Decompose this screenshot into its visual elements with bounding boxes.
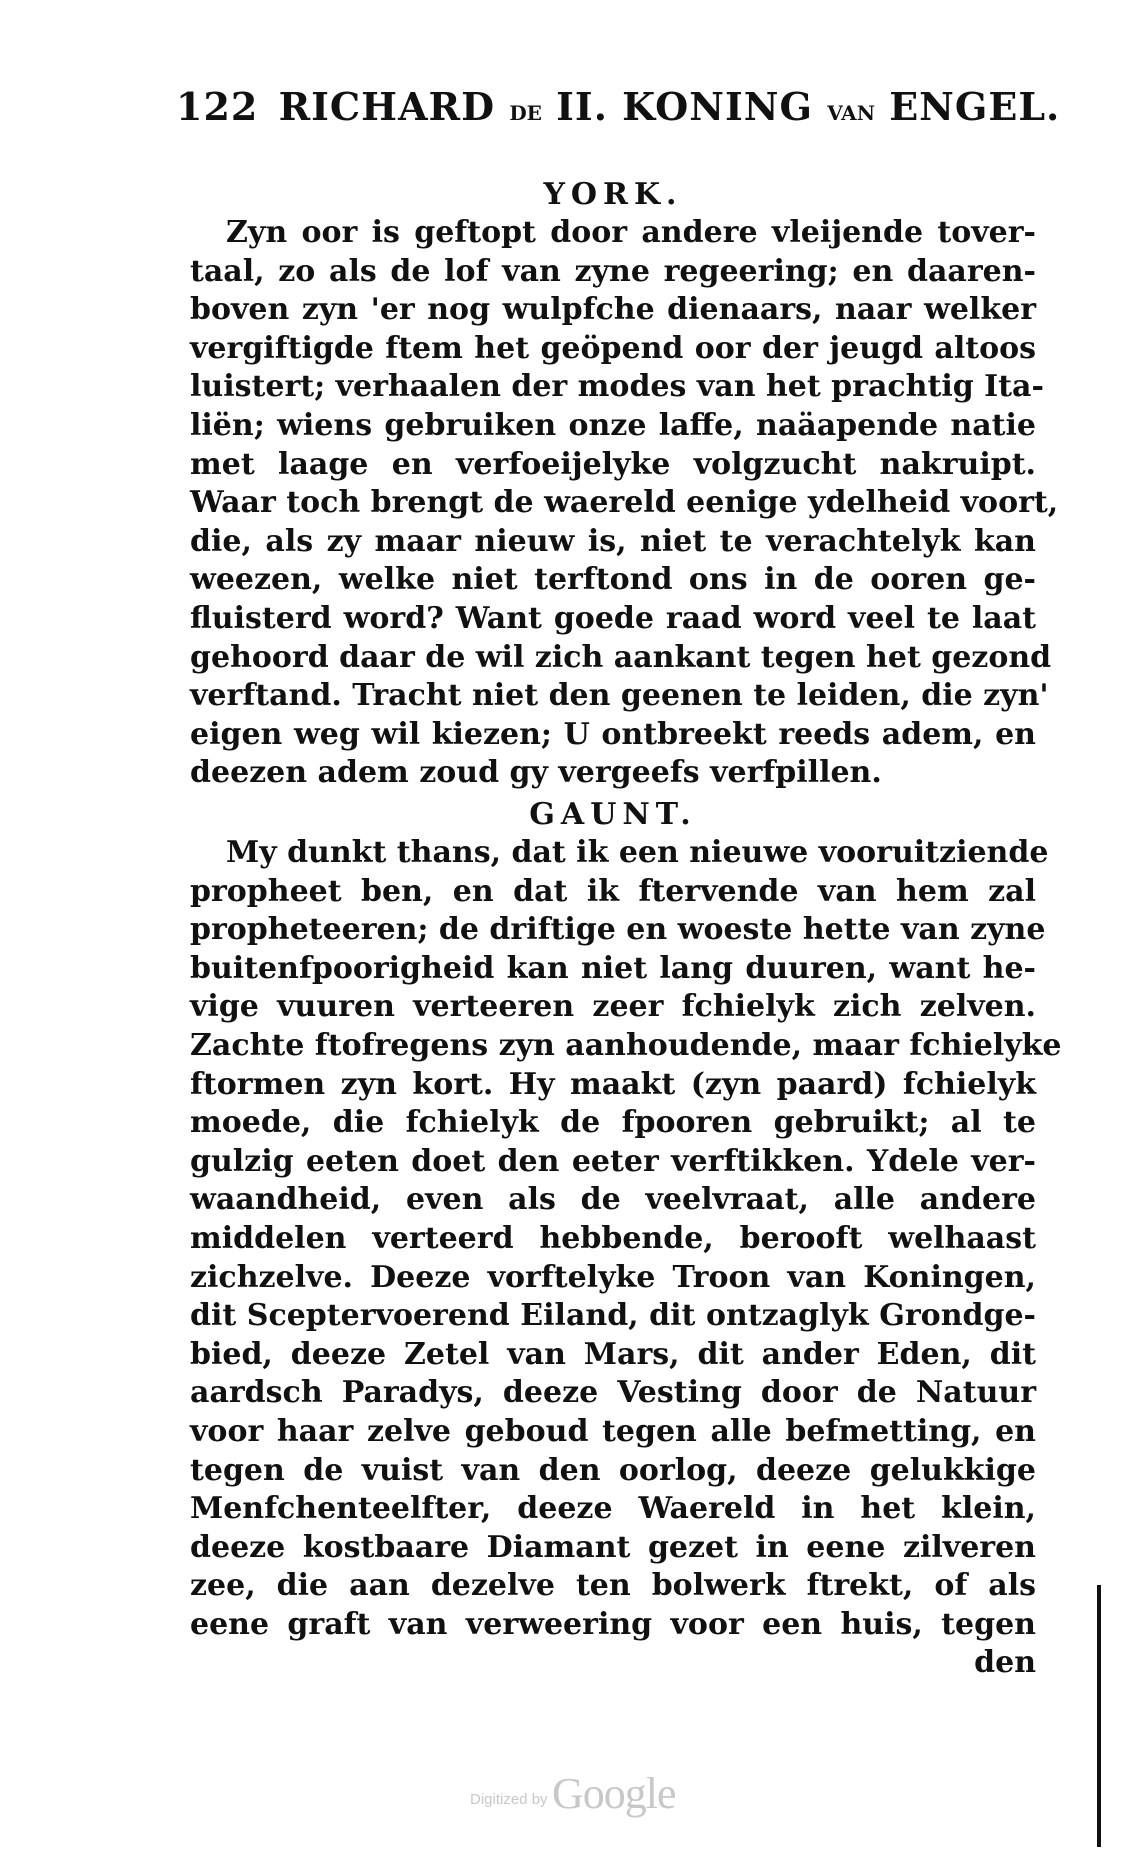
text-line: Zyn oor is geftopt door andere vleijende tover- (226, 215, 1036, 250)
digitized-watermark (470, 1768, 676, 1819)
text-line: gehoord daar de wil zich aankant tegen het gezond (190, 639, 1052, 675)
text-line: eigen weg wil kiezen; U ontbreekt reeds adem, en (190, 716, 1036, 752)
text-line: vergiftigde ftem het geöpend oor der jeugd altoos (190, 330, 1036, 366)
text-line: moede, die fchielyk de fpooren gebruikt; al te (190, 1105, 1036, 1141)
page-edge-rule (1097, 1585, 1101, 1847)
running-title-part: II. KONING (556, 84, 813, 129)
text-line: propheteeren; de driftige en woeste hette van zyne (190, 912, 1046, 948)
text-line: weezen, welke niet terftond ons in de ooren ge- (190, 562, 1036, 598)
text-line: voor haar zelve geboud tegen alle befmetting, en (190, 1413, 1036, 1449)
running-title-small: DE (509, 101, 542, 125)
text-line: vige vuuren verteeren zeer fchielyk zich zelven. (190, 989, 1036, 1025)
text-line: die, als zy maar nieuw is, niet te verachtelyk kan (190, 523, 1036, 559)
running-title-part: RICHARD (278, 84, 496, 129)
text-line: met laage en verfoeijelyke volgzucht nakruipt. (190, 446, 1036, 482)
catchword: den (974, 1645, 1036, 1681)
text-line: Zachte ftofregens zyn aanhoudende, maar fchielyke (190, 1027, 1062, 1063)
text-line: middelen verteerd hebbende, berooft welhaast (190, 1220, 1036, 1256)
watermark-logo: Google (552, 1769, 676, 1818)
text-line: zee, die aan dezelve ten bolwerk ftrekt, of als (190, 1568, 1036, 1604)
text-line: My dunkt thans, dat ik een nieuwe vooruitziende (226, 835, 1049, 870)
running-head (176, 84, 1061, 129)
text-line: Menfchenteelfter, deeze Waereld in het klein, (190, 1491, 1036, 1527)
text-line: buitenfpoorigheid kan niet lang duuren, want he- (190, 950, 1036, 986)
text-line: propheet ben, en dat ik ftervende van hem zal (190, 873, 1036, 909)
text-line: verftand. Tracht niet den geenen te leiden, die zyn' (190, 678, 1049, 714)
text-line: dit Sceptervoerend Eiland, dit ontzaglyk Grondge- (190, 1298, 1036, 1334)
speaker-name: GAUNT. (529, 797, 697, 832)
text-line: deezen adem zoud gy vergeefs verfpillen. (190, 755, 882, 791)
text-line: Waar toch brengt de waereld eenige ydelheid voort, (190, 485, 1059, 521)
speech-gaunt (190, 796, 1062, 1683)
text-line: gulzig eeten doet den eeter verftikken. Ydele ver- (190, 1143, 1036, 1179)
watermark-prefix: Digitized by (470, 1791, 548, 1808)
text-line: aardsch Paradys, deeze Vesting door de Natuur (190, 1375, 1036, 1411)
speaker-name: YORK. (543, 177, 683, 212)
text-line: liën; wiens gebruiken onze laffe, naäapende natie (190, 407, 1036, 443)
text-line: zichzelve. Deeze vorftelyke Troon van Koningen, (190, 1259, 1036, 1295)
text-line: luistert; verhaalen der modes van het prachtig Ita- (190, 369, 1044, 405)
text-line: bied, deeze Zetel van Mars, dit ander Eden, dit (190, 1336, 1036, 1372)
text-line: fluisterd word? Want goede raad word veel te laat (190, 600, 1036, 636)
running-title-part: ENGEL. (889, 84, 1061, 129)
text-line: taal, zo als de lof van zyne regeering; en daaren- (190, 253, 1036, 289)
text-line: tegen de vuist van den oorlog, deeze gelukkige (190, 1452, 1036, 1488)
page-number: 122 (176, 84, 259, 129)
text-line: waandheid, even als de veelvraat, alle andere (190, 1182, 1036, 1218)
text-line: deeze kostbaare Diamant gezet in eene zilveren (190, 1529, 1036, 1565)
text-line: eene graft van verweering voor een huis, tegen (190, 1606, 1036, 1642)
running-title-small: VAN (827, 101, 875, 125)
text-line: ftormen zyn kort. Hy maakt (zyn paard) fchielyk (190, 1066, 1036, 1102)
speech-york (190, 176, 1059, 793)
text-line: boven zyn 'er nog wulpfche dienaars, naar welker (190, 292, 1036, 328)
